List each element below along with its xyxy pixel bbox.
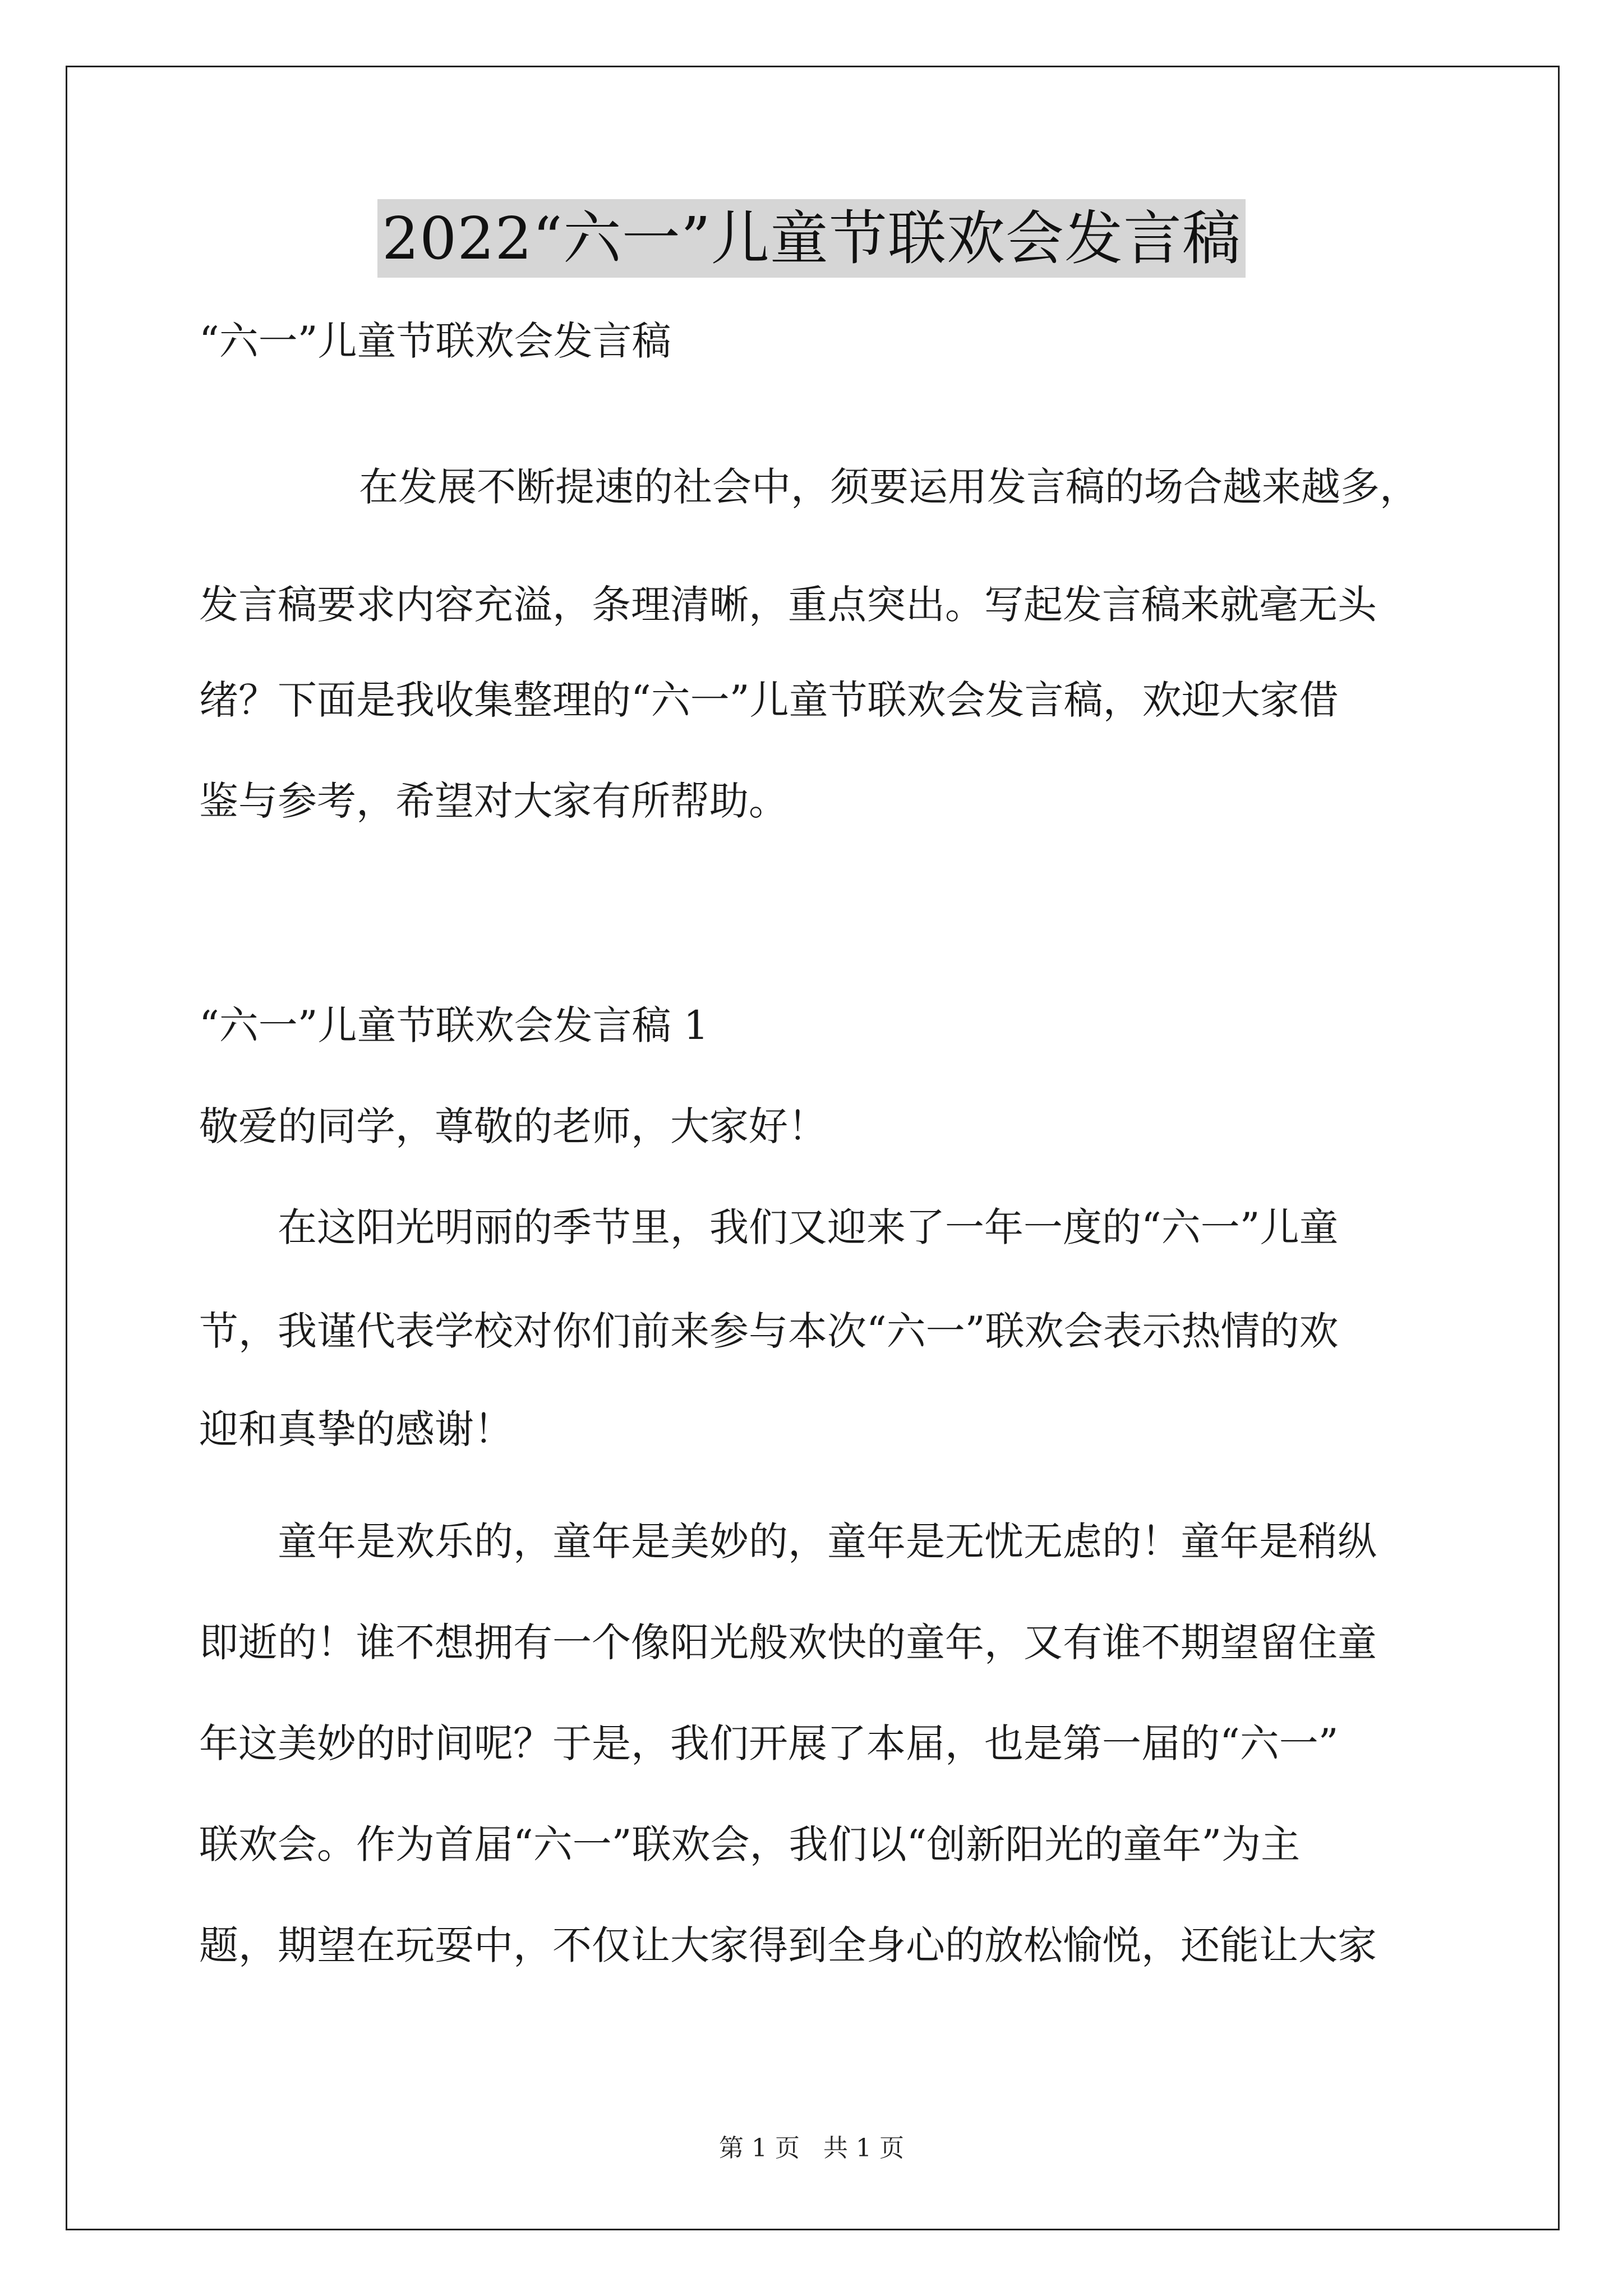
greeting: 敬爱的同学，尊敬的老师，大家好！ xyxy=(199,1103,827,1149)
paragraph-line: 联欢会。作为首届“六一”联欢会，我们以“创新阳光的童年”为主 xyxy=(199,1821,1301,1867)
section-heading: “六一”儿童节联欢会发言稿 1 xyxy=(199,1002,709,1048)
page-total: 共 1 页 xyxy=(823,2134,904,2162)
title-container xyxy=(0,199,1623,278)
subtitle: “六一”儿童节联欢会发言稿 xyxy=(199,318,671,364)
paragraph-line: 迎和真挚的感谢！ xyxy=(199,1406,513,1452)
paragraph-line: 题，期望在玩耍中，不仅让大家得到全身心的放松愉悦，还能让大家 xyxy=(199,1922,1377,1968)
page-number: 第 1 页 xyxy=(719,2134,800,2162)
paragraph-line: 节，我谨代表学校对你们前来参与本次“六一”联欢会表示热情的欢 xyxy=(199,1308,1339,1354)
paragraph-line: 即逝的！谁不想拥有一个像阳光般欢快的童年，又有谁不期望留住童 xyxy=(199,1619,1377,1665)
intro-line: 在发展不断提速的社会中，须要运用发言稿的场合越来越多， xyxy=(359,464,1419,510)
intro-line: 发言稿要求内容充溢，条理清晰，重点突出。写起发言稿来就毫无头 xyxy=(199,582,1377,628)
intro-line: 鉴与参考，希望对大家有所帮助。 xyxy=(199,778,788,824)
document-title: 2022“六一”儿童节联欢会发言稿 xyxy=(377,199,1246,278)
paragraph-line: 童年是欢乐的，童年是美妙的，童年是无忧无虑的！童年是稍纵 xyxy=(278,1519,1377,1565)
paragraph-line: 年这美妙的时间呢？于是，我们开展了本届，也是第一届的“六一” xyxy=(199,1720,1339,1766)
intro-line: 绪？下面是我收集整理的“六一”儿童节联欢会发言稿，欢迎大家借 xyxy=(199,677,1339,723)
page-footer xyxy=(0,2132,1623,2165)
paragraph-line: 在这阳光明丽的季节里，我们又迎来了一年一度的“六一”儿童 xyxy=(278,1204,1339,1250)
